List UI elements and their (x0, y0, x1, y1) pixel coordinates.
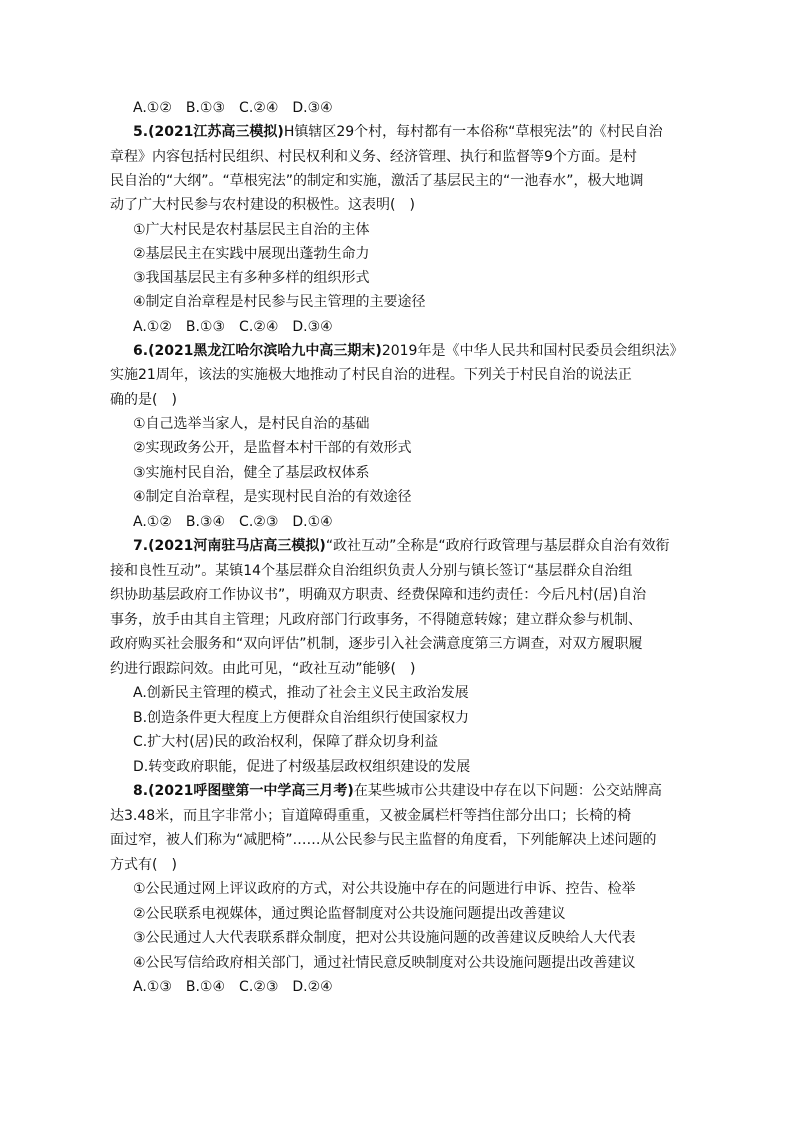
question-7-line-6: 约进行跟踪问效。由此可见，“政社互动”能够( ) (110, 661, 416, 677)
question-6-number: 6. (133, 343, 149, 359)
question-5-number: 5. (133, 124, 149, 140)
question-7-source: (2021河南驻马店高三模拟) (148, 538, 326, 554)
question-7-line-1 (133, 536, 670, 556)
question-8-choice-3: ③公民通过人大代表联系群众制度，把对公共设施问题的改善建议反映给人大代表 (133, 930, 636, 946)
question-5-line-2: 章程》内容包括村民组织、村民权利和义务、经济管理、执行和监督等9个方面。是村 (110, 149, 637, 165)
question-7-line-2: 接和良性互动”。某镇14个基层群众自治组织负责人分别与镇长签订“基层群众自治组 (110, 563, 633, 579)
question-8-choice-1: ①公民通过网上评议政府的方式，对公共设施中存在的问题进行申诉、控告、检举 (133, 881, 636, 897)
question-6-choice-4: ④制定自治章程，是实现村民自治的有效途径 (133, 489, 412, 505)
question-6-choice-3: ③实施村民自治，健全了基层政权体系 (133, 465, 370, 481)
question-7-line-5: 政府购买社会服务和“双向评估”机制，逐步引入社会满意度第三方调查，对双方履职履 (110, 636, 643, 652)
question-6-options: A.①② B.③④ C.②③ D.①④ (133, 514, 333, 530)
question-5-options: A.①② B.①③ C.②④ D.③④ (133, 319, 333, 335)
question-7-line-4: 事务，放手由其自主管理；凡政府部门行政事务，不得随意转嫁；建立群众参与机制、 (110, 612, 642, 628)
question-5-choice-2: ②基层民主在实践中展现出蓬勃生命力 (133, 246, 370, 262)
question-6-source: (2021黑龙江哈尔滨哈九中高三期末) (148, 343, 382, 359)
question-6-line-2: 实施21周年，该法的实施极大地推动了村民自治的进程。下列关于村民自治的说法正 (110, 367, 632, 383)
question-6-choice-2: ②实现政务公开，是监督本村干部的有效形式 (133, 440, 412, 456)
prev-question-options: A.①② B.①③ C.②④ D.③④ (133, 100, 333, 116)
question-6-choice-1: ①自己选举当家人，是村民自治的基础 (133, 416, 370, 432)
question-8-line-3: 面过窄，被人们称为“减肥椅”……从公民参与民主监督的角度看，下列能解决上述问题的 (110, 832, 657, 848)
question-8-choice-2: ②公民联系电视媒体，通过舆论监督制度对公共设施问题提出改善建议 (133, 906, 566, 922)
question-5-choice-4: ④制定自治章程是村民参与民主管理的主要途径 (133, 294, 426, 310)
question-8-source: (2021呼图壁第一中学高三月考) (148, 783, 354, 799)
question-8-choice-4: ④公民写信给政府相关部门，通过社情民意反映制度对公共设施问题提出改善建议 (133, 955, 636, 971)
question-8-line-1 (133, 781, 662, 801)
question-8-text: 在某些城市公共建设中存在以下问题：公交站牌高 (353, 783, 662, 799)
question-7-text: “政社互动”全称是“政府行政管理与基层群众自治有效衔 (325, 538, 670, 554)
question-7-choice-d: D.转变政府职能，促进了村级基层政权组织建设的发展 (133, 759, 471, 775)
question-5-line-3: 民自治的“大纲”。“草根宪法”的制定和实施，激活了基层民主的“一池春水”，极大地调 (110, 173, 644, 189)
question-6-text: 2019年是《中华人民共和国村民委员会组织法》 (381, 343, 684, 359)
question-5-line-1 (133, 122, 663, 142)
question-8-line-4: 方式有( ) (110, 857, 177, 873)
question-7-number: 7. (133, 538, 149, 554)
question-8-options: A.①③ B.①④ C.②③ D.②④ (133, 979, 333, 995)
question-5-source: (2021江苏高三模拟) (148, 124, 284, 140)
question-7-choice-a: A.创新民主管理的模式，推动了社会主义民主政治发展 (133, 685, 469, 701)
question-7-line-3: 织协助基层政府工作协议书”，明确双方职责、经费保障和违约责任：今后凡村(居)自治 (110, 587, 647, 603)
question-5-choice-3: ③我国基层民主有多种多样的组织形式 (133, 270, 370, 286)
question-5-line-4: 动了广大村民参与农村建设的积极性。这表明( ) (110, 197, 415, 213)
question-7-choice-c: C.扩大村(居)民的政治权利，保障了群众切身利益 (133, 734, 439, 750)
question-6-line-3: 确的是( ) (110, 392, 177, 408)
question-8-line-2: 达3.48米，而且字非常小；盲道障碍重重，又被金属栏杆等挡住部分出口；长椅的椅 (110, 808, 632, 824)
question-5-choice-1: ①广大村民是农村基层民主自治的主体 (133, 222, 370, 238)
question-6-line-1 (133, 341, 683, 361)
question-8-number: 8. (133, 783, 149, 799)
question-5-text: H镇辖区29个村，每村都有一本俗称“草根宪法”的《村民自治 (283, 124, 663, 140)
question-7-choice-b: B.创造条件更大程度上方便群众自治组织行使国家权力 (133, 710, 470, 726)
